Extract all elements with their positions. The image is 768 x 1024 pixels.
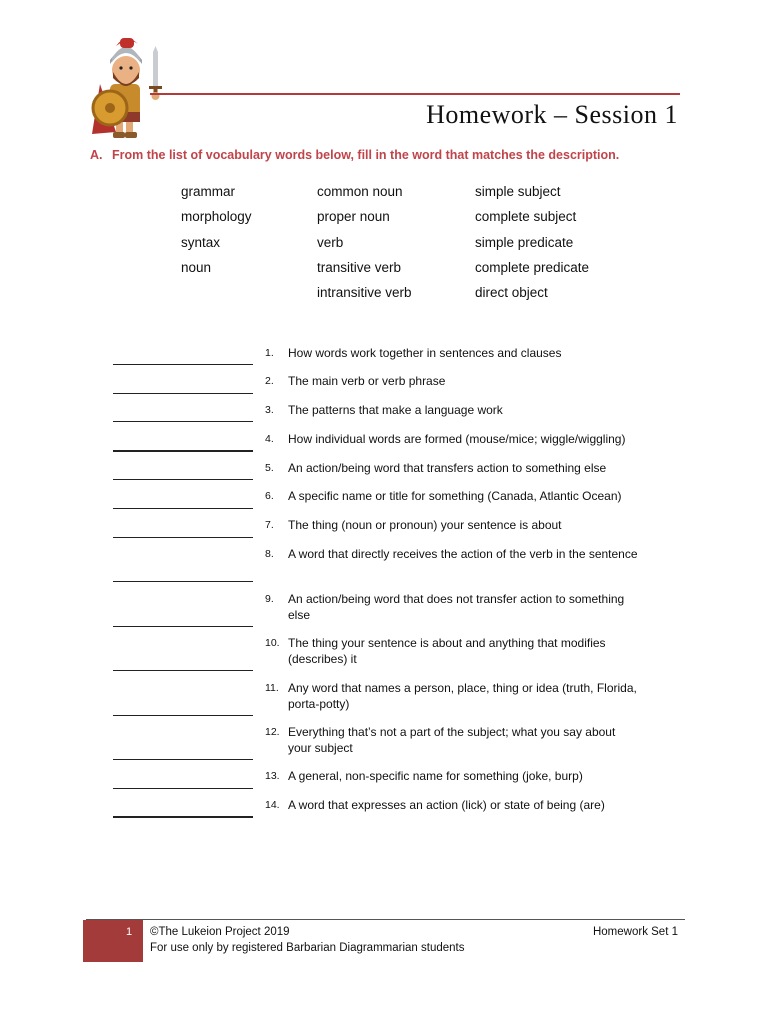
answer-blank-3[interactable] (113, 421, 253, 422)
roman-soldier-mascot-icon (86, 34, 166, 142)
vocab-word: syntax (181, 234, 221, 250)
question-number: 1. (265, 347, 274, 359)
answer-blank-10[interactable] (113, 670, 253, 671)
instruction (90, 148, 619, 162)
question-text: The thing (noun or pronoun) your sentence is about (288, 518, 562, 532)
question-number: 8. (265, 548, 274, 560)
answer-blank-12[interactable] (113, 759, 253, 760)
question-text: Everything that’s not a part of the subject; what you say about your subject (288, 725, 616, 755)
answer-blank-8[interactable] (113, 581, 253, 582)
question-text: An action/being word that does not transfer action to something else (288, 592, 625, 622)
question-number: 5. (265, 462, 274, 474)
question-text: The main verb or verb phrase (288, 374, 446, 388)
answer-blank-1[interactable] (113, 364, 253, 365)
instruction-text: From the list of vocabulary words below, fill in the word that matches the description. (112, 148, 620, 162)
question-number: 9. (265, 593, 274, 605)
vocab-column-2 (317, 183, 412, 309)
page-title (426, 100, 678, 130)
vocab-word: transitive verb (317, 259, 402, 275)
footer-page-box (83, 920, 143, 962)
question-number: 4. (265, 433, 274, 445)
answer-blank-6[interactable] (113, 508, 253, 509)
vocab-word: intransitive verb (317, 285, 412, 301)
question-number: 13. (265, 770, 280, 782)
question-number: 3. (265, 404, 274, 416)
question-text: A word that expresses an action (lick) or state of being (are) (288, 798, 605, 812)
question-number: 2. (265, 375, 274, 387)
footer-rule (86, 919, 685, 920)
vocab-word: simple predicate (475, 234, 574, 250)
answer-blank-4[interactable] (113, 450, 253, 452)
question-number: 12. (265, 726, 280, 738)
question-number: 6. (265, 490, 274, 502)
footer-set-label: Homework Set 1 (592, 926, 678, 938)
header-rule (150, 93, 680, 95)
vocab-word: simple subject (475, 184, 561, 199)
answer-blank-13[interactable] (113, 788, 253, 789)
question-text: How individual words are formed (mouse/mice; wiggle/wiggling) (288, 432, 626, 446)
question-text: A general, non-specific name for something (joke, burp) (288, 769, 583, 783)
footer-usage: For use only by registered Barbarian Diagrammarian students (150, 942, 465, 954)
question-number: 11. (265, 682, 279, 694)
footer-page-number: 1 (126, 926, 133, 938)
question-number: 7. (265, 519, 274, 531)
question-number: 14. (265, 799, 280, 811)
vocab-column-3 (475, 183, 589, 309)
question-text: A specific name or title for something (Canada, Atlantic Ocean) (288, 489, 622, 503)
question-text: An action/being word that transfers action to something else (288, 461, 607, 475)
page-title-text: Homework – Session 1 (426, 100, 678, 129)
vocab-word: noun (181, 259, 212, 275)
vocab-word: complete subject (475, 209, 577, 225)
vocab-word: verb (317, 234, 344, 250)
vocab-word: proper noun (317, 209, 390, 225)
vocab-word: complete predicate (475, 259, 590, 275)
question-text: Any word that names a person, place, thing or idea (truth, Florida, porta-potty) (288, 681, 637, 711)
vocab-word: direct object (475, 285, 548, 301)
vocab-word: grammar (181, 184, 236, 199)
instruction-marker: A. (90, 148, 103, 162)
answer-blank-11[interactable] (113, 715, 253, 716)
vocab-column-1 (181, 183, 252, 284)
answer-blank-5[interactable] (113, 479, 253, 480)
answer-blank-9[interactable] (113, 626, 253, 627)
vocab-word: common noun (317, 184, 403, 199)
question-text: The thing your sentence is about and anything that modifies (describes) it (288, 636, 606, 666)
question-text: A word that directly receives the action of the verb in the sentence (288, 547, 638, 561)
vocab-word: morphology (181, 209, 252, 225)
answer-blank-14[interactable] (113, 816, 253, 818)
footer-copyright: ©The Lukeion Project 2019 (150, 926, 290, 938)
answer-blank-2[interactable] (113, 393, 253, 394)
question-number: 10. (265, 637, 280, 649)
question-text: The patterns that make a language work (288, 403, 503, 417)
question-text: How words work together in sentences and clauses (288, 346, 562, 360)
answer-blank-7[interactable] (113, 537, 253, 538)
